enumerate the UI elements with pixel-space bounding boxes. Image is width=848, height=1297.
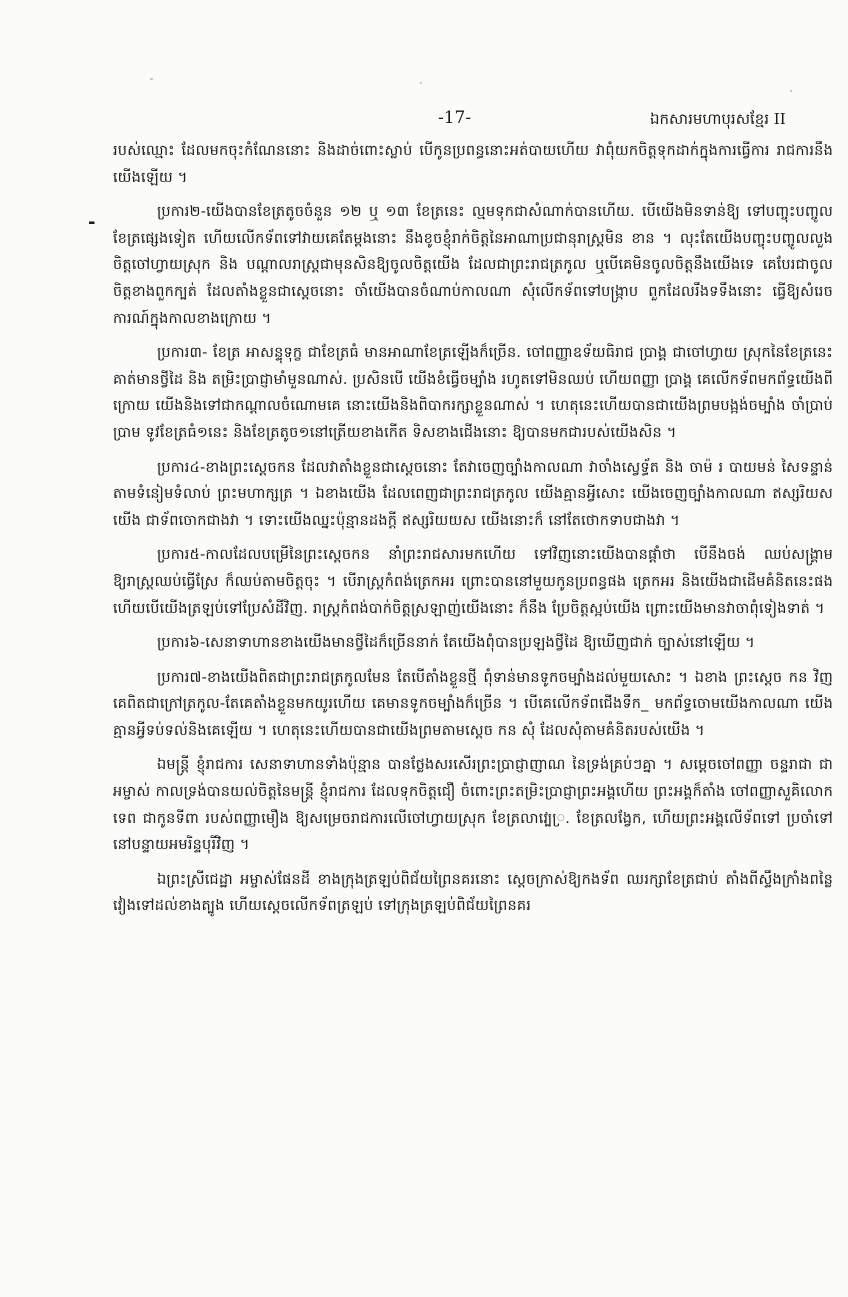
page-header bbox=[0, 108, 848, 138]
paragraph: ឯព្រះស្រីជេដ្ឋា អម្ចាស់ផែនដី ខាងក្រុងត្រឡប់ពិជ័យព្រៃនគរនោះ ស្តេចក្រាស់ឱ្យកងទ័ព ឈរក្សាខែត្រជាប់ តាំងពីស្ទឹងក្រាំងពន្លៃ វៀងទៅដល់ខាងត្បូង ហើយស្តេចលើកទ័ពត្រឡប់ ទៅក្រុងត្រឡប់ពិជ័យព្រៃនគរ bbox=[113, 871, 833, 915]
paragraph: ឯមន្ត្រី ខ្ញុំរាជការ សេនាទាហានទាំងប៉ុន្មាន បានថ្លែងសរសើរព្រះប្រាជ្ញាញាណ នៃទ្រង់គ្រប់ៗគ្នា ។ សម្តេចចៅពញ្ញា ចន្ទរាជា ជាអម្ចាស់ កាលទ្រង់បានយល់ចិត្តនៃមន្ត្រី ខ្ញុំរាជការ ដែលទុកចិត្តជឿ ចំពោះព្រះតម្រិះប្រាជ្ញាព្រះអង្គហើយ ព្រះអង្គក៏តាំង ចៅពញ្ញាសួគិលោក ទេព ជាកូនទីពា របស់ពញ្ញាមឿង ឱ្យសម្រេចរាជការលើចៅហ្វាយស្រុក ខែត្រលាវេ្ប្រ. ខែត្រលង្វែក, ហើយព្រះអង្គលើទ័ពទៅ ប្រចាំទៅនៅបន្ទាយអមរិន្ទបុរីវិញ ។ bbox=[113, 757, 833, 854]
margin-mark: - bbox=[88, 212, 96, 233]
page-number: -17- bbox=[438, 108, 472, 128]
scan-speck bbox=[420, 82, 422, 84]
paragraph: ប្រការ៦-សេនាទាហានខាងយើងមានថ្វីដៃក៏ច្រើននាក់ តែយើងពុំបានប្រឡងថ្វីដៃ ឱ្យឃើញជាក់ ច្បាស់នៅឡើយ ។ bbox=[157, 635, 755, 652]
paragraph: ប្រការ៣- ខែត្រ អាសន្ទុទុក្ខ ជាខែត្រធំ មានអាណាខែត្រឡើងក៏ច្រើន. ចៅពញ្ញាឧទ័យធិរាជ ប្រាង្គ ជាចៅហ្វាយ ស្រុកនៃខែត្រនេះ គាត់មានថ្វីដៃ និង តម្រិះប្រាជ្ញាមាំមួនណាស់. ប្រសិនបើ យើងខំធ្វើចម្បាំង រហូតទៅមិនឈប់ ហើយពញ្ញា ប្រាង្គ គេលើកទ័ពមកព័ទ្ធយើងពីក្រោយ យើងនិងទៅជាកណ្តាលចំណោមគេ នោះយើងនិងពិបាករក្សាខ្លួនណាស់ ។ ហេតុនេះហើយបានជាយើងព្រមបង្អង់ចម្បាំង ចាំប្រាប់ប្រាម ទូវខែត្រធំ១នេះ និងខែត្រតូច១នៅត្រើយខាងកើត ទិសខាងជើងនោះ ឱ្យបានមកជារបស់យើងសិន ។ bbox=[113, 345, 833, 441]
paragraph: ប្រការ២-យើងបានខែត្រតូចចំនួន ១២ ឬ ១៣ ខែត្រនេះ ល្មមទុកជាសំណាក់បានហើយ. បើយើងមិនទាន់ឱ្យ ទៅបញ្ចុះបញ្ចូលខែត្រផ្សេងទៀត ហើយលើកទ័ពទៅវាយគេតែម្តងនោះ នឹងខូចខ្ញុំរាក់ចិត្តនៃអាណាប្រជានុរាស្ត្រមិន ខាន ។ លុះតែយើងបញ្ចុះបញ្ចូលលួងចិត្តចៅហ្វាយស្រុក និង បណ្តាលរាស្ត្រជាមុនសិនឱ្យចូលចិត្តយើង ដែលជាព្រះរាជត្រកូល ឬបើគេមិនចូលចិត្តនឹងយើងទេ គេបែរជាចូលចិត្តខាងពួកក្បត់ ដែលតាំងខ្លួនជាស្តេចនោះ ចាំយើងបានចំណាប់កាលណា សុំលើកទ័ពទៅបង្ក្រាប ពួកដែលរឹងទទឹងនោះ ធ្វើឱ្យសំរេចការណ៍ក្នុងកាលខាងក្រោយ ។ bbox=[113, 204, 833, 327]
scan-speck bbox=[790, 90, 792, 92]
paragraph: ប្រការ៧-ខាងយើងពិតជាព្រះរាជត្រកូលមែន តែបើតាំងខ្លួនថ្មី ពុំទាន់មានទូកចម្បាំងដល់មួយសោះ ។ ឯខាង ព្រះស្តេច កន វិញ គេពិតជាក្រៅត្រកូល-តែគេតាំងខ្លួនមកយូរហើយ គេមានទូកចម្បាំងក៏ច្រើន ។ បើគេលើកទ័ពជើងទឹក_ មកព័ទ្ធចោមយើងកាលណា យើងគ្មានអ្វីទប់ទល់និងគេឡើយ ។ ហេតុនេះហើយបានជាយើងព្រមតាមស្តេច កន សុំ ដែលសុំតាមគំនិតរបស់យើង ។ bbox=[113, 669, 833, 739]
paragraph: របស់ឈ្មោះ ដែលមកចុះកំណែននោះ និងដាច់ពោះស្លាប់ បើកូនប្រពន្ធនោះអត់បាយហើយ វាពុំយកចិត្តទុកដាក់ក្នុងការធ្វើការ រាជការនឹងយើងឡើយ ។ bbox=[113, 143, 833, 186]
paragraph: ប្រការ៤-ខាងព្រះស្តេចកន ដែលវាតាំងខ្លួនជាស្តេចនោះ តែវាចេញច្បាំងកាលណា វាចាំងស្វេទ្ធ័ត និង ចាម៉ រ បាយមន់ សៃទន្ទាន់ តាមទំនៀមទំលាប់ ព្រះមហាក្សត្រ ។ ឯខាងយើង ដែលពេញជាព្រះរាជត្រកូល យើងគ្មានអ្វីសោះ យើងចេញច្បាំងកាលណា ឥស្សរិយសយើង ជាទ័ពចោកជាងវា ។ ទោះយើងឈ្នះប៉ុន្មានដងក្តី ឥស្សរិយយស យើងនោះក៏ នៅតែថោកទាបជាងវា ។ bbox=[113, 459, 833, 529]
running-head: ឯកសារមហាបុរសខ្មែរ II bbox=[650, 110, 786, 128]
body-text bbox=[113, 138, 833, 928]
scan-speck bbox=[150, 78, 153, 80]
paragraph: ប្រការ៥-កាលដែលបម្រើនៃព្រះស្តេចកន នាំព្រះរាជសារមកហើយ ទៅវិញនោះយើងបានផ្តាំថា បើនឹងចង់ ឈប់សង្គ្រាម ឱ្យរាស្ត្រឈប់ធ្វើស្រែ ក៏ឈប់តាមចិត្តចុះ ។ បើរាស្ត្រកំពង់ត្រេកអរ ព្រោះបាននៅមួយកូនប្រពន្ធផង ត្រេកអរ និងយើងជាដើមគំនិតនេះផង ហើយបើយើងត្រឡប់ទៅប្រែសំដីវិញ. រាស្ត្រកំពង់បាក់ចិត្តស្រឡាញ់យើងនោះ ក៏នឹង ប្រែចិត្តស្អប់យើង ព្រោះយើងមានវាចាពុំទៀងទាត់ ។ bbox=[113, 547, 833, 617]
